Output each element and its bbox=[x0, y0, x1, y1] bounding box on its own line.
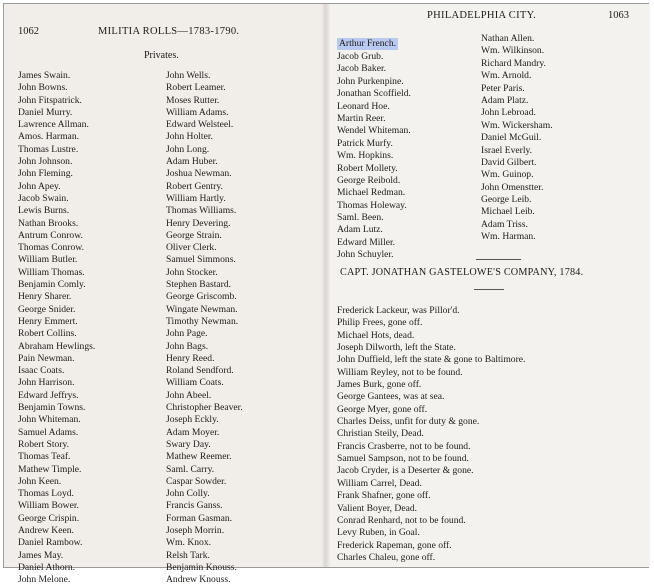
roster-name: Michael Leib. bbox=[481, 206, 535, 218]
roster-name: William Thomas. bbox=[18, 266, 85, 278]
roster-name: Thomas Conrow. bbox=[18, 242, 84, 254]
company-entry: Conrad Renhard, not to be found. bbox=[337, 514, 466, 526]
roster-name: Adam Lutz. bbox=[337, 224, 383, 236]
roster-name: Edward Miller. bbox=[337, 236, 396, 248]
roster-name: Saml. Carry. bbox=[166, 463, 215, 475]
roster-name: George Crispin. bbox=[18, 512, 80, 524]
roster-name: William Bower. bbox=[18, 500, 79, 512]
roster-name: John Page. bbox=[166, 328, 208, 340]
roster-name: Joseph Morrin. bbox=[166, 524, 225, 536]
right-page bbox=[326, 4, 650, 567]
roster-name[interactable]: Arthur French. bbox=[339, 38, 397, 49]
roster-name: John Whiteman. bbox=[18, 414, 81, 426]
roster-name: John Melone. bbox=[18, 574, 71, 586]
company-roster bbox=[337, 305, 525, 564]
right-running-title: PHILADELPHIA CITY. bbox=[427, 10, 537, 21]
roster-name: William Butler. bbox=[18, 254, 78, 266]
left-page bbox=[4, 4, 326, 586]
company-entry: George Myer, gone off. bbox=[337, 403, 428, 415]
company-entry: Charles Deiss, unfit for duty & gone. bbox=[337, 416, 480, 428]
roster-name: James May. bbox=[18, 549, 64, 561]
roster-name: Michael Redman. bbox=[337, 187, 406, 199]
roster-name: Andrew Knouss. bbox=[166, 574, 231, 586]
roster-name: Benjamin Comly. bbox=[18, 279, 86, 291]
roster-name: Robert Gentry. bbox=[166, 180, 223, 192]
company-heading: CAPT. JONATHAN GASTELOWE'S COMPANY, 1784. bbox=[340, 267, 584, 278]
roster-name: Wingate Newman. bbox=[166, 303, 238, 315]
roster-name: Mathew Timple. bbox=[18, 463, 82, 475]
roster-name: Christopher Beaver. bbox=[166, 402, 243, 414]
roster-name: Swary Day. bbox=[166, 438, 211, 450]
roster-name: George Leib. bbox=[481, 194, 532, 206]
roster-name: James Swain. bbox=[18, 70, 71, 81]
roster-name: John Bowns. bbox=[18, 82, 68, 94]
company-entry: Levy Ruben, in Goal. bbox=[337, 527, 420, 539]
roster-name: Thomas Lustre. bbox=[18, 143, 79, 155]
roster-name: John Schuyler. bbox=[337, 249, 394, 261]
roster-name: John Fleming. bbox=[18, 168, 73, 180]
roster-name: Jacob Baker. bbox=[337, 63, 387, 75]
roster-name: John Stocker. bbox=[166, 266, 218, 278]
company-entry: Frank Shafner, gone off. bbox=[337, 490, 431, 502]
roster-name: John Colly. bbox=[166, 488, 210, 500]
roster-name: Lewis Burns. bbox=[18, 205, 70, 217]
roster-name: John Keen. bbox=[18, 475, 62, 487]
left-page-number: 1062 bbox=[18, 26, 39, 37]
company-entry: George Gantees, was at sea. bbox=[337, 391, 445, 403]
company-entry: William Reyley, not to be found. bbox=[337, 366, 463, 378]
roster-name: Peter Paris. bbox=[481, 82, 525, 94]
roster-name: Pain Newman. bbox=[18, 352, 75, 364]
roster-name: Robert Story. bbox=[18, 438, 70, 450]
roster-name: George Snider. bbox=[18, 303, 76, 315]
company-entry: John Duffield, left the state & gone to Baltimore. bbox=[337, 354, 526, 366]
book-gutter bbox=[322, 4, 330, 567]
roster-name: Daniel Athorn. bbox=[18, 561, 76, 573]
roster-name: Saml. Been. bbox=[337, 212, 384, 224]
roster-name: George Strain. bbox=[166, 229, 222, 241]
roster-name: John Lebroad. bbox=[481, 107, 536, 119]
roster-name: Isaac Coats. bbox=[18, 365, 65, 377]
privates-heading: Privates. bbox=[144, 50, 179, 61]
roster-name: Daniel McGuil. bbox=[481, 132, 542, 144]
roster-name: Wm. Wilkinson. bbox=[481, 45, 545, 57]
company-entry: Philip Frees, gone off. bbox=[337, 317, 423, 329]
roster-name: Israel Everly. bbox=[481, 144, 533, 156]
roster-name: Thomas Teaf. bbox=[18, 451, 71, 463]
roster-name: Jacob Grub. bbox=[337, 51, 384, 62]
roster-name: Mathew Reemer. bbox=[166, 451, 232, 463]
roster-name: Wm. Wickersham. bbox=[481, 119, 553, 131]
company-entry: Joseph Dilworth, left the State. bbox=[337, 342, 456, 354]
roster-name: Wm. Guinop. bbox=[481, 169, 534, 181]
roster-name: John Omenstter. bbox=[481, 181, 544, 193]
roster-name: Joshua Newman. bbox=[166, 168, 232, 180]
roster-name: Stephen Bastard. bbox=[166, 279, 232, 291]
left-name-column-1 bbox=[18, 70, 95, 586]
roster-name: Oliver Clerk. bbox=[166, 242, 217, 254]
roster-name: John Abeel. bbox=[166, 389, 212, 401]
company-entry: Michael Hots, dead. bbox=[337, 329, 415, 341]
roster-name: Nathan Allen. bbox=[481, 33, 535, 44]
company-entry: Frederick Rapeman, gone off. bbox=[337, 539, 452, 551]
roster-name: Jonathan Scoffield. bbox=[337, 88, 411, 100]
roster-name: Forman Gasman. bbox=[166, 512, 233, 524]
roster-name: Benjamin Towns. bbox=[18, 402, 86, 414]
company-entry: William Carrel, Dead. bbox=[337, 477, 422, 489]
roster-name: John Bags. bbox=[166, 340, 209, 352]
roster-name: Amos. Harman. bbox=[18, 131, 80, 143]
divider-rule-top bbox=[476, 259, 521, 260]
roster-name: Roland Sendford. bbox=[166, 365, 234, 377]
roster-name: Henry Devering. bbox=[166, 217, 231, 229]
roster-name: George Griscomb. bbox=[166, 291, 237, 303]
roster-name: Adam Moyer. bbox=[166, 426, 220, 438]
company-entry: Francis Crasberre, not to be found. bbox=[337, 440, 471, 452]
roster-name: William Hartly. bbox=[166, 192, 226, 204]
roster-name: David Gilbert. bbox=[481, 156, 537, 168]
roster-name: Antrum Conrow. bbox=[18, 229, 83, 241]
roster-name: John Wells. bbox=[166, 70, 211, 81]
roster-name: Adam Platz. bbox=[481, 94, 529, 106]
roster-name: Daniel Rambow. bbox=[18, 537, 83, 549]
company-entry: Samuel Sampson, not to be found. bbox=[337, 453, 469, 465]
roster-name: Lawrence Allman. bbox=[18, 119, 89, 131]
roster-name: Thomas Holeway. bbox=[337, 199, 407, 211]
roster-name: Martin Reer. bbox=[337, 112, 386, 124]
roster-name: Timothy Newman. bbox=[166, 315, 239, 327]
company-entry: Christian Steily, Dead. bbox=[337, 428, 424, 440]
company-entry: Valient Boyer, Dead. bbox=[337, 502, 418, 514]
roster-name: John Johnson. bbox=[18, 156, 73, 168]
roster-name: Wm. Harman. bbox=[481, 231, 536, 243]
roster-name: Thomas Williams. bbox=[166, 205, 237, 217]
roster-name: Robert Leamer. bbox=[166, 82, 226, 94]
roster-name: Daniel Murry. bbox=[18, 106, 73, 118]
roster-name: Robert Mollety. bbox=[337, 162, 398, 174]
right-name-column-2 bbox=[481, 33, 553, 244]
divider-rule-bottom bbox=[474, 289, 504, 290]
roster-name: John Purkenpine. bbox=[337, 75, 404, 87]
roster-name: Henry Emmert. bbox=[18, 315, 78, 327]
roster-name: William Adams. bbox=[166, 106, 229, 118]
left-running-title: MILITIA ROLLS—1783-1790. bbox=[98, 26, 240, 37]
roster-name: John Long. bbox=[166, 143, 210, 155]
roster-name: Wm. Arnold. bbox=[481, 70, 532, 82]
roster-name: Edward Welsteel. bbox=[166, 119, 234, 131]
left-name-column-2 bbox=[166, 70, 243, 586]
book-spread bbox=[3, 3, 649, 586]
right-name-column-1 bbox=[337, 33, 411, 262]
company-entry: James Burk, gone off. bbox=[337, 379, 422, 391]
roster-name: Relsh Tark. bbox=[166, 549, 210, 561]
roster-name: George Reibold. bbox=[337, 174, 401, 186]
roster-name: Moses Rutter. bbox=[166, 94, 220, 106]
roster-name: Francis Ganss. bbox=[166, 500, 223, 512]
roster-name: Edward Jeffrys. bbox=[18, 389, 79, 401]
roster-name: John Fitspatrick. bbox=[18, 94, 82, 106]
roster-name: Henry Reed. bbox=[166, 352, 215, 364]
right-page-number: 1063 bbox=[608, 10, 629, 21]
roster-name: Wm. Knox. bbox=[166, 537, 212, 549]
roster-name: Wm. Hopkins. bbox=[337, 150, 394, 162]
roster-name: Henry Sharer. bbox=[18, 291, 72, 303]
roster-name: Caspar Sowder. bbox=[166, 475, 227, 487]
company-entry: Jacob Cryder, is a Deserter & gone. bbox=[337, 465, 474, 477]
roster-name: John Holter. bbox=[166, 131, 213, 143]
roster-name: Patrick Murfy. bbox=[337, 137, 393, 149]
roster-name: Thomas Loyd. bbox=[18, 488, 74, 500]
company-entry: Charles Chaleu, gone off. bbox=[337, 551, 436, 563]
roster-name: Wendel Whiteman. bbox=[337, 125, 411, 137]
roster-name: Samuel Adams. bbox=[18, 426, 79, 438]
roster-name: Adam Triss. bbox=[481, 218, 528, 230]
company-entry: Frederick Lackeur, was Pillor'd. bbox=[337, 305, 460, 316]
roster-name: Abraham Hewlings. bbox=[18, 340, 96, 352]
roster-name: William Coats. bbox=[166, 377, 224, 389]
roster-name: Richard Mandry. bbox=[481, 57, 546, 69]
roster-name: John Apey. bbox=[18, 180, 61, 192]
roster-name: Robert Collins. bbox=[18, 328, 77, 340]
roster-name: Benjamin Knouss. bbox=[166, 561, 237, 573]
roster-name: Jacob Swain. bbox=[18, 192, 69, 204]
roster-name: Adam Huber. bbox=[166, 156, 218, 168]
roster-name: Joseph Eckly. bbox=[166, 414, 219, 426]
roster-name: Samuel Simmons. bbox=[166, 254, 236, 266]
roster-name: John Harrison. bbox=[18, 377, 75, 389]
roster-name: Nathan Brooks. bbox=[18, 217, 79, 229]
roster-name: Andrew Keen. bbox=[18, 524, 74, 536]
roster-name: Leonard Hoe. bbox=[337, 100, 390, 112]
